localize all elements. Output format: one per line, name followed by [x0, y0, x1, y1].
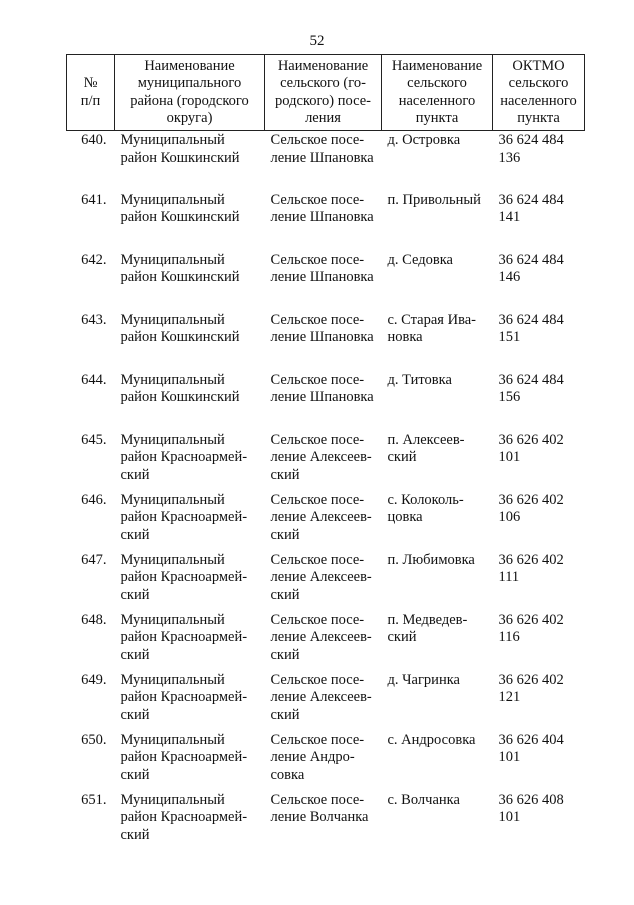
settlement-line: ление Алексеев-	[270, 629, 372, 645]
settlement-line: ление Шпановка	[270, 329, 374, 345]
header-line: муниципального	[137, 75, 242, 91]
district-line: ский	[120, 586, 150, 603]
district-line: ский	[120, 706, 150, 723]
settlement-line: Сельское посе-	[270, 191, 365, 208]
district-line: ский	[120, 766, 150, 783]
district-line: район Кошкинский	[120, 269, 240, 285]
settlement-line: ление Шпановка	[270, 269, 374, 285]
header-line: сельского (го-	[280, 75, 366, 91]
table-row	[67, 551, 585, 611]
cell-locality	[382, 371, 493, 431]
settlement-line: Сельское посе-	[270, 551, 365, 568]
cell-district	[115, 251, 265, 311]
cell-district	[115, 191, 265, 251]
cell-settlement	[265, 671, 382, 731]
settlement-line: Сельское посе-	[270, 671, 365, 688]
cell-oktmo: 36 626 404 101	[498, 731, 564, 765]
cell-oktmo: 36 626 402 111	[498, 551, 564, 585]
header-line: округа)	[166, 110, 213, 126]
district-line: район Красноармей-	[120, 449, 248, 465]
cell-oktmo: 36 624 484 141	[498, 191, 564, 225]
cell-district	[115, 491, 265, 551]
locality-line: с. Старая Ива-	[387, 311, 476, 328]
locality-line: п. Алексеев-	[387, 431, 465, 448]
cell-settlement	[265, 551, 382, 611]
cell-number: 645.	[81, 431, 107, 448]
district-line: Муниципальный	[120, 731, 225, 748]
header-locality	[382, 55, 493, 131]
settlement-line: Сельское посе-	[270, 431, 365, 448]
settlements-table	[66, 54, 585, 847]
district-line: район Кошкинский	[120, 329, 240, 345]
locality-line: п. Привольный	[387, 191, 481, 208]
district-line: Муниципальный	[120, 611, 225, 628]
cell-district	[115, 611, 265, 671]
cell-settlement	[265, 251, 382, 311]
district-line: район Кошкинский	[120, 389, 240, 405]
table-row	[67, 371, 585, 431]
cell-district	[115, 131, 265, 191]
district-line: район Красноармей-	[120, 569, 248, 585]
cell-settlement	[265, 371, 382, 431]
header-line: №	[83, 75, 98, 91]
header-line: населенного	[500, 92, 577, 109]
cell-oktmo: 36 626 402 106	[498, 491, 564, 525]
district-line: район Красноармей-	[120, 629, 248, 645]
header-line: сельского	[508, 75, 569, 91]
cell-district	[115, 431, 265, 491]
district-line: Муниципальный	[120, 132, 225, 148]
settlement-line: Сельское посе-	[270, 611, 365, 628]
cell-number: 640.	[81, 132, 107, 148]
cell-locality	[382, 131, 493, 191]
settlement-line: Сельское посе-	[270, 371, 365, 388]
header-line: ОКТМО	[512, 57, 565, 74]
cell-district	[115, 551, 265, 611]
locality-line: д. Островка	[387, 132, 461, 148]
settlement-line: ление Алексеев-	[270, 449, 372, 465]
cell-number: 649.	[81, 671, 107, 688]
cell-oktmo: 36 626 402 101	[498, 431, 564, 465]
district-line: Муниципальный	[120, 311, 225, 328]
locality-line: п. Медведев-	[387, 611, 468, 628]
cell-settlement	[265, 731, 382, 791]
table-header	[67, 55, 585, 131]
district-line: ский	[120, 526, 150, 543]
table-row	[67, 671, 585, 731]
settlement-line: ление Шпановка	[270, 149, 374, 166]
settlement-line: ский	[270, 646, 300, 663]
header-line: Наименование	[144, 57, 235, 74]
cell-locality	[382, 431, 493, 491]
page-number: 52	[309, 33, 325, 49]
district-line: Муниципальный	[120, 791, 225, 808]
table-row	[67, 251, 585, 311]
cell-district	[115, 731, 265, 791]
district-line: Муниципальный	[120, 251, 225, 268]
cell-settlement	[265, 491, 382, 551]
settlement-line: ление Алексеев-	[270, 689, 372, 705]
cell-locality	[382, 551, 493, 611]
cell-locality	[382, 671, 493, 731]
district-line: Муниципальный	[120, 671, 225, 688]
table-row	[67, 191, 585, 251]
settlement-line: ский	[270, 586, 300, 603]
header-line: Наименование	[391, 57, 483, 74]
settlement-line: Сельское посе-	[270, 311, 365, 328]
header-line: Наименование	[277, 57, 369, 74]
cell-settlement	[265, 431, 382, 491]
district-line: Муниципальный	[120, 431, 225, 448]
table-row	[67, 311, 585, 371]
cell-number: 643.	[81, 311, 107, 328]
district-line: Муниципальный	[120, 491, 225, 508]
cell-locality	[382, 191, 493, 251]
district-line: Муниципальный	[120, 551, 225, 568]
cell-locality	[382, 251, 493, 311]
district-line: район Кошкинский	[120, 149, 240, 166]
cell-oktmo: 36 624 484 151	[498, 311, 564, 345]
district-line: Муниципальный	[120, 371, 225, 388]
cell-locality	[382, 791, 493, 847]
header-line: пункта	[415, 110, 459, 126]
cell-number: 651.	[81, 791, 107, 808]
table-body	[67, 131, 585, 847]
cell-district	[115, 371, 265, 431]
table-row	[67, 791, 585, 847]
cell-district	[115, 671, 265, 731]
district-line: ский	[120, 826, 150, 843]
header-line: родского) посе-	[275, 92, 371, 109]
cell-oktmo: 36 626 408 101	[498, 791, 564, 825]
locality-line: д. Титовка	[387, 371, 452, 388]
district-line: район Кошкинский	[120, 209, 240, 225]
district-line: район Красноармей-	[120, 509, 248, 525]
settlement-line: Сельское посе-	[270, 251, 365, 268]
settlement-line: ление Шпановка	[270, 389, 374, 405]
cell-oktmo: 36 626 402 121	[498, 671, 564, 705]
table-row	[67, 611, 585, 671]
settlement-line: ление Волчанка	[270, 809, 369, 825]
header-district	[115, 55, 265, 131]
cell-number: 646.	[81, 491, 107, 508]
district-line: ский	[120, 466, 150, 483]
settlement-line: Сельское посе-	[270, 731, 365, 748]
cell-settlement	[265, 191, 382, 251]
locality-line: ский	[387, 449, 417, 465]
cell-number: 642.	[81, 251, 107, 268]
settlement-line: Сельское посе-	[270, 132, 365, 148]
cell-district	[115, 311, 265, 371]
locality-line: с. Колоколь-	[387, 491, 464, 508]
locality-line: с. Волчанка	[387, 791, 460, 808]
cell-number: 641.	[81, 191, 107, 208]
header-line: ления	[305, 110, 341, 126]
district-line: район Красноармей-	[120, 809, 248, 825]
header-row	[67, 55, 585, 131]
cell-locality	[382, 491, 493, 551]
district-line: район Красноармей-	[120, 749, 248, 765]
cell-number: 648.	[81, 611, 107, 628]
table-row	[67, 131, 585, 191]
settlement-line: Сельское посе-	[270, 791, 365, 808]
district-line: район Красноармей-	[120, 689, 248, 705]
header-settlement	[265, 55, 382, 131]
cell-settlement	[265, 311, 382, 371]
settlement-line: ление Шпановка	[270, 209, 374, 225]
cell-locality	[382, 311, 493, 371]
settlement-line: ский	[270, 466, 300, 483]
locality-line: с. Андросовка	[387, 731, 476, 748]
locality-line: ский	[387, 629, 417, 645]
settlement-line: ление Андро-	[270, 749, 355, 765]
cell-settlement	[265, 131, 382, 191]
cell-number: 650.	[81, 731, 107, 748]
cell-locality	[382, 731, 493, 791]
locality-line: цовка	[387, 509, 423, 525]
locality-line: д. Чагринка	[387, 671, 460, 688]
cell-number: 647.	[81, 551, 107, 568]
cell-oktmo: 36 626 402 116	[498, 611, 564, 645]
cell-oktmo: 36 624 484 156	[498, 371, 564, 405]
settlement-line: ский	[270, 526, 300, 543]
settlement-line: совка	[270, 766, 305, 783]
district-line: Муниципальный	[120, 191, 225, 208]
table-row	[67, 731, 585, 791]
locality-line: д. Седовка	[387, 251, 453, 268]
cell-settlement	[265, 611, 382, 671]
header-number	[67, 55, 115, 131]
header-oktmo	[493, 55, 585, 131]
locality-line: новка	[387, 329, 423, 345]
locality-line: п. Любимовка	[387, 551, 475, 568]
district-line: ский	[120, 646, 150, 663]
header-line: населенного	[398, 92, 476, 109]
header-line: п/п	[80, 92, 101, 109]
header-line: пункта	[517, 110, 560, 126]
table-row	[67, 431, 585, 491]
table-row	[67, 491, 585, 551]
settlement-line: ский	[270, 706, 300, 723]
settlement-line: Сельское посе-	[270, 491, 365, 508]
header-line: сельского	[407, 75, 467, 91]
cell-oktmo: 36 624 484 146	[498, 251, 564, 285]
cell-district	[115, 791, 265, 847]
header-line: района (городского	[130, 92, 249, 109]
settlement-line: ление Алексеев-	[270, 569, 372, 585]
settlement-line: ление Алексеев-	[270, 509, 372, 525]
cell-locality	[382, 611, 493, 671]
cell-number: 644.	[81, 371, 107, 388]
cell-settlement	[265, 791, 382, 847]
cell-oktmo: 36 624 484 136	[498, 132, 564, 166]
